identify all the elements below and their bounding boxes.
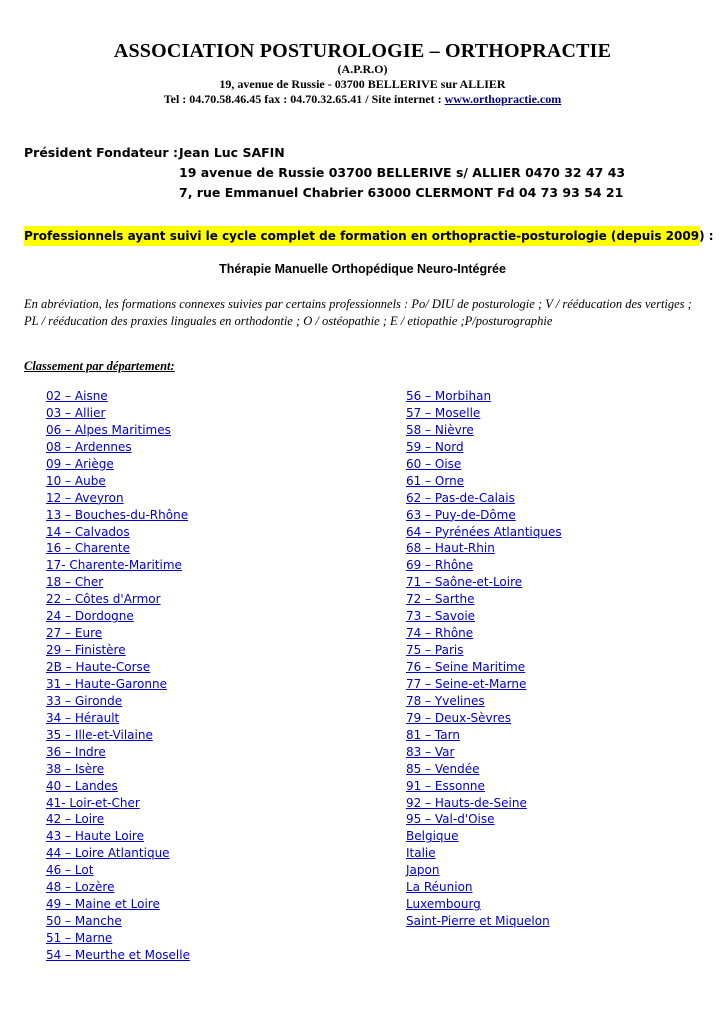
department-list-right (406, 388, 562, 930)
department-link[interactable]: 10 – Aube (46, 473, 106, 488)
department-link[interactable]: 27 – Eure (46, 626, 103, 641)
therapy-subtitle: Thérapie Manuelle Orthopédique Neuro-Intégrée (219, 262, 506, 276)
department-link[interactable]: 51 – Marne (46, 931, 113, 945)
list-item (406, 913, 562, 930)
list-item (406, 811, 562, 828)
list-item (46, 896, 190, 913)
list-item (406, 761, 562, 778)
list-item (46, 862, 190, 879)
list-item (406, 540, 562, 557)
list-item (46, 557, 190, 574)
department-link[interactable]: Italie (406, 846, 436, 861)
department-link[interactable]: 13 – Bouches-du-Rhône (46, 507, 189, 522)
list-item (46, 439, 190, 456)
list-item (406, 659, 562, 676)
list-item (406, 405, 562, 422)
department-link[interactable]: 75 – Paris (406, 643, 464, 658)
association-acronym: (A.P.R.O) (337, 62, 388, 76)
list-item (46, 422, 190, 439)
classement-heading: Classement par département: (24, 359, 175, 373)
list-item (406, 608, 562, 625)
department-link[interactable]: 50 – Manche (46, 914, 122, 929)
list-item (406, 642, 562, 659)
list-item (46, 473, 190, 490)
department-link[interactable]: 02 – Aisne (46, 389, 108, 403)
list-item (406, 557, 562, 574)
list-item (406, 473, 562, 490)
department-link[interactable]: 49 – Maine et Loire (46, 897, 160, 912)
list-item (46, 744, 190, 761)
list-item (46, 608, 190, 625)
list-item (46, 879, 190, 896)
list-item (46, 524, 190, 541)
department-link[interactable]: 78 – Yvelines (406, 693, 485, 708)
contact-text: Tel : 04.70.58.46.45 fax : 04.70.32.65.41 / Site internet : (163, 92, 445, 106)
list-item (406, 727, 562, 744)
department-link[interactable]: 31 – Haute-Garonne (46, 676, 167, 691)
list-item (406, 744, 562, 761)
department-link[interactable]: 77 – Seine-et-Marne (406, 676, 527, 691)
list-item (46, 540, 190, 557)
department-link[interactable]: 92 – Hauts-de-Seine (406, 795, 527, 810)
list-item (46, 659, 190, 676)
list-item (406, 456, 562, 473)
list-item (46, 761, 190, 778)
list-item (406, 422, 562, 439)
department-link[interactable]: 64 – Pyrénées Atlantiques (406, 524, 562, 539)
department-link[interactable]: 35 – Ille-et-Vilaine (46, 727, 153, 742)
department-link[interactable]: 72 – Sarthe (406, 592, 475, 607)
president-details (179, 143, 625, 203)
department-link[interactable]: 61 – Orne (406, 473, 465, 488)
department-link[interactable]: 36 – Indre (46, 744, 106, 759)
list-item (406, 693, 562, 710)
department-link[interactable]: Saint-Pierre et Miquelon (406, 914, 550, 929)
department-link[interactable]: 74 – Rhône (406, 626, 474, 641)
department-link[interactable]: 43 – Haute Loire (46, 829, 144, 844)
list-item (406, 896, 562, 913)
president-address-2: 7, rue Emmanuel Chabrier 63000 CLERMONT Fd 04 73 93 54 21 (179, 185, 624, 200)
department-link[interactable]: Belgique (406, 829, 459, 844)
list-item (406, 879, 562, 896)
department-link[interactable]: 33 – Gironde (46, 693, 123, 708)
department-link[interactable]: 38 – Isère (46, 761, 105, 776)
document-header (0, 40, 725, 107)
department-link[interactable]: 16 – Charente (46, 541, 130, 556)
department-link[interactable]: 41- Loir-et-Cher (46, 795, 140, 810)
president-label: Président Fondateur : (24, 145, 178, 160)
list-item (46, 676, 190, 693)
department-link[interactable]: 2B – Haute-Corse (46, 660, 151, 674)
department-link[interactable]: 12 – Aveyron (46, 490, 124, 505)
list-item (406, 845, 562, 862)
list-item (46, 828, 190, 845)
list-item (46, 405, 190, 422)
department-link[interactable]: 79 – Deux-Sèvres (406, 710, 511, 725)
department-link[interactable]: 22 – Côtes d'Armor (46, 592, 161, 607)
department-link[interactable]: 06 – Alpes Maritimes (46, 422, 171, 437)
list-item (46, 811, 190, 828)
list-item (46, 490, 190, 507)
department-link[interactable]: 95 – Val-d'Oise (406, 812, 495, 827)
list-item (46, 591, 190, 608)
department-link[interactable]: 62 – Pas-de-Calais (406, 490, 515, 505)
list-item (406, 676, 562, 693)
highlighted-heading: Professionnels ayant suivi le cycle complet de formation en orthopractie-posturologie (depuis 2009) : (24, 226, 700, 246)
list-item (46, 710, 190, 727)
list-item (46, 913, 190, 930)
department-link[interactable]: Luxembourg (406, 897, 481, 912)
department-link[interactable]: 17- Charente-Maritime (46, 558, 182, 573)
department-link[interactable]: 85 – Vendée (406, 761, 480, 776)
list-item (46, 693, 190, 710)
department-link[interactable]: 56 – Morbihan (406, 389, 492, 403)
list-item (406, 862, 562, 879)
list-item (406, 778, 562, 795)
president-address-1: 19 avenue de Russie 03700 BELLERIVE s/ ALLIER 0470 32 47 43 (179, 165, 626, 180)
list-item (46, 388, 190, 405)
list-item (46, 642, 190, 659)
department-link[interactable]: 58 – Nièvre (406, 422, 474, 437)
department-link[interactable]: 73 – Savoie (406, 609, 476, 624)
list-item (46, 947, 190, 964)
department-list-left (46, 388, 190, 964)
list-item (46, 845, 190, 862)
list-item (406, 490, 562, 507)
list-item (46, 625, 190, 642)
association-title: ASSOCIATION POSTUROLOGIE – ORTHOPRACTIE (113, 40, 612, 62)
department-link[interactable]: 14 – Calvados (46, 524, 130, 539)
department-link[interactable]: Japon (406, 863, 440, 878)
department-link[interactable]: 63 – Puy-de-Dôme (406, 507, 516, 522)
list-item (406, 710, 562, 727)
department-link[interactable]: 71 – Saône-et-Loire (406, 575, 523, 590)
department-link[interactable]: 40 – Landes (46, 778, 118, 793)
department-link[interactable]: 48 – Lozère (46, 880, 115, 895)
department-link[interactable]: 57 – Moselle (406, 405, 481, 420)
list-item (46, 574, 190, 591)
association-contact (0, 92, 725, 107)
department-link[interactable]: 76 – Seine Maritime (406, 660, 526, 674)
department-link[interactable]: 42 – Loire (46, 812, 105, 827)
president-name: Jean Luc SAFIN (179, 145, 285, 160)
department-link[interactable]: 83 – Var (406, 744, 455, 759)
department-link[interactable]: 91 – Essonne (406, 778, 485, 793)
list-item (46, 795, 190, 812)
department-link[interactable]: 81 – Tarn (406, 727, 460, 742)
list-item (406, 591, 562, 608)
department-link[interactable]: 34 – Hérault (46, 710, 120, 725)
list-item (406, 795, 562, 812)
department-link[interactable]: 44 – Loire Atlantique (46, 846, 170, 861)
abbreviation-paragraph: En abréviation, les formations connexes suivies par certains professionnels : Po/ DIU de posturologie ; V / rééducation des vertiges ; PL / rééducation des praxies linguales en orthodontie ; O / ostéopathie ; E / etiopathie ;P/posturographie (24, 297, 692, 328)
list-item (406, 439, 562, 456)
list-item (406, 524, 562, 541)
department-link[interactable]: 68 – Haut-Rhin (406, 541, 495, 556)
list-item (46, 930, 190, 947)
list-item (46, 507, 190, 524)
association-address: 19, avenue de Russie - 03700 BELLERIVE sur ALLIER (219, 77, 506, 91)
list-item (406, 828, 562, 845)
department-link[interactable]: 03 – Allier (46, 405, 106, 420)
department-link[interactable]: 09 – Ariège (46, 456, 114, 471)
department-link[interactable]: 08 – Ardennes (46, 439, 132, 454)
department-link[interactable]: 18 – Cher (46, 575, 104, 590)
list-item (406, 574, 562, 591)
list-item (406, 388, 562, 405)
department-link[interactable]: La Réunion (406, 880, 473, 895)
list-item (406, 625, 562, 642)
department-link[interactable]: 24 – Dordogne (46, 609, 134, 624)
department-link[interactable]: 60 – Oise (406, 456, 462, 471)
department-link[interactable]: 29 – Finistère (46, 643, 126, 658)
department-link[interactable]: 46 – Lot (46, 863, 94, 878)
department-link[interactable]: 54 – Meurthe et Moselle (46, 947, 190, 962)
website-link[interactable]: www.orthopractie.com (444, 92, 562, 106)
list-item (406, 507, 562, 524)
department-link[interactable]: 69 – Rhône (406, 558, 474, 573)
list-item (46, 456, 190, 473)
list-item (46, 778, 190, 795)
department-link[interactable]: 59 – Nord (406, 439, 464, 454)
list-item (46, 727, 190, 744)
